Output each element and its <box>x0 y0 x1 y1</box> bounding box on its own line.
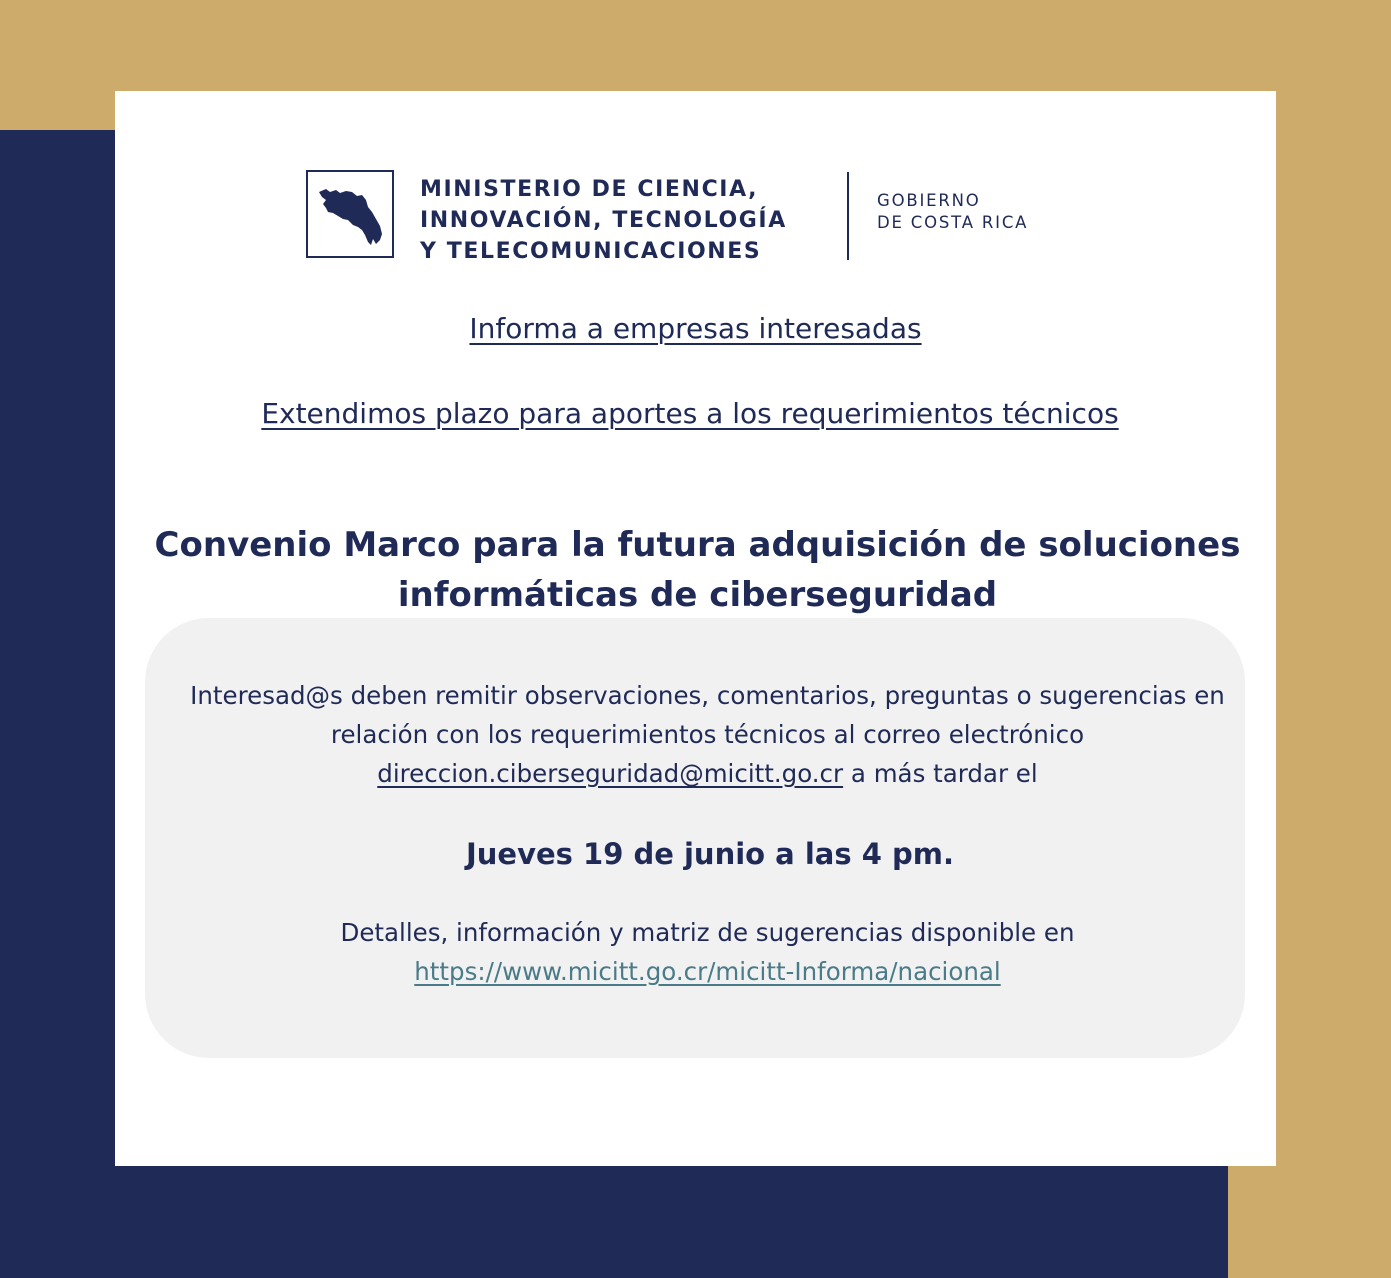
details-url-link[interactable]: https://www.micitt.go.cr/micitt-Informa/nacional <box>414 957 1001 986</box>
instructions-intro: Interesad@s deben remitir observaciones, comentarios, preguntas o sugerencias en relación con los requerimientos técnicos al correo electrónico <box>190 681 1225 749</box>
headline-text: Informa a empresas interesadas <box>469 312 922 345</box>
deadline: Jueves 19 de junio a las 4 pm. <box>465 837 954 871</box>
extension-notice-text: Extendimos plazo para aportes a los requerimientos técnicos <box>261 397 1119 430</box>
government-name <box>877 190 1028 234</box>
details-text: Detalles, información y matriz de sugerencias disponible en <box>340 918 1075 947</box>
logo-divider <box>847 172 849 260</box>
ministry-name <box>420 174 787 267</box>
government-name-line1: GOBIERNO <box>877 191 981 210</box>
logo-emblem <box>306 170 394 258</box>
micitt-logo <box>306 170 1086 262</box>
ministry-name-line3: Y TELECOMUNICACIONES <box>420 239 762 264</box>
instructions-paragraph <box>180 676 1235 793</box>
details-paragraph <box>180 913 1235 991</box>
instructions-end: a más tardar el <box>850 759 1038 788</box>
ministry-name-line2: INNOVACIÓN, TECNOLOGÍA <box>420 208 787 233</box>
page-title: Convenio Marco para la futura adquisición de soluciones informáticas de ciberseguridad <box>154 525 1241 615</box>
headline <box>115 310 1276 348</box>
contact-email-link[interactable]: direccion.ciberseguridad@micitt.go.cr <box>377 759 844 788</box>
costa-rica-map-icon <box>316 180 388 252</box>
ministry-name-line1: MINISTERIO DE CIENCIA, <box>420 177 759 202</box>
government-name-line2: DE COSTA RICA <box>877 213 1029 232</box>
extension-notice <box>240 392 1140 436</box>
